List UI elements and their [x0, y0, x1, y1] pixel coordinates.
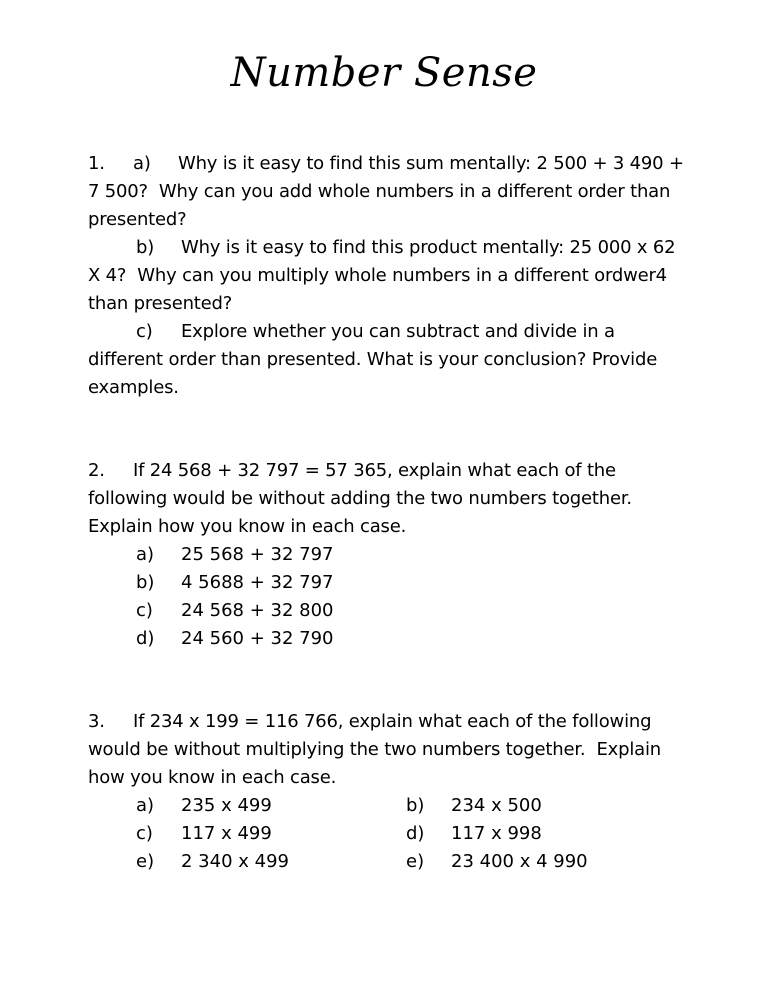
part-label: c): [136, 321, 153, 342]
question-1-part-b: [88, 234, 688, 318]
item-expression: 4 5688 + 32 797: [181, 572, 334, 593]
page-title: Number Sense: [230, 50, 538, 96]
item-expression: 117 x 998: [451, 823, 542, 844]
list-item: [406, 848, 588, 876]
list-item: [406, 820, 542, 848]
list-item: [136, 792, 272, 820]
item-label: b): [406, 795, 425, 816]
item-expression: 117 x 499: [181, 823, 272, 844]
item-label: c): [136, 600, 153, 621]
question-text: If 24 568 + 32 797 = 57 365, explain what each of the following would be without adding the two numbers together. Explain how you know in each case.: [88, 460, 638, 537]
question-number: 1.: [88, 153, 105, 174]
question-3: [88, 708, 688, 792]
list-item: [406, 792, 542, 820]
question-1-part-c: [88, 318, 688, 402]
part-label: b): [136, 237, 155, 258]
item-label: d): [406, 823, 425, 844]
question-text: Explore whether you can subtract and divide in a different order than presented. What is your conclusion? Provide examples.: [88, 321, 663, 398]
item-expression: 234 x 500: [451, 795, 542, 816]
item-label: c): [136, 823, 153, 844]
item-label: b): [136, 572, 155, 593]
list-item: [136, 541, 334, 569]
list-item: [136, 569, 334, 597]
item-expression: 24 568 + 32 800: [181, 600, 334, 621]
item-label: a): [136, 795, 155, 816]
item-expression: 2 340 x 499: [181, 851, 289, 872]
question-text: Why is it easy to find this product mentally: 25 000 x 62 X 4? Why can you multiply whole numbers in a different ordwer4 than presented?: [88, 237, 681, 314]
item-expression: 23 400 x 4 990: [451, 851, 588, 872]
item-label: d): [136, 628, 155, 649]
list-item: [136, 597, 334, 625]
question-number: 2.: [88, 460, 105, 481]
question-text: If 234 x 199 = 116 766, explain what each of the following would be without multiplying the two numbers together. Explain how you know in each case.: [88, 711, 667, 788]
item-expression: 235 x 499: [181, 795, 272, 816]
item-expression: 24 560 + 32 790: [181, 628, 334, 649]
list-item: [136, 848, 289, 876]
item-label: e): [406, 851, 425, 872]
question-2: [88, 457, 688, 541]
part-label: a): [133, 153, 151, 174]
question-number: 3.: [88, 711, 105, 732]
question-1-part-a: [88, 150, 688, 234]
list-item: [136, 625, 334, 653]
list-item: [136, 820, 272, 848]
question-text: Why is it easy to find this sum mentally: 2 500 + 3 490 + 7 500? Why can you add whole numbers in a different order than presented?: [88, 153, 690, 230]
item-label: e): [136, 851, 155, 872]
item-expression: 25 568 + 32 797: [181, 544, 334, 565]
item-label: a): [136, 544, 155, 565]
